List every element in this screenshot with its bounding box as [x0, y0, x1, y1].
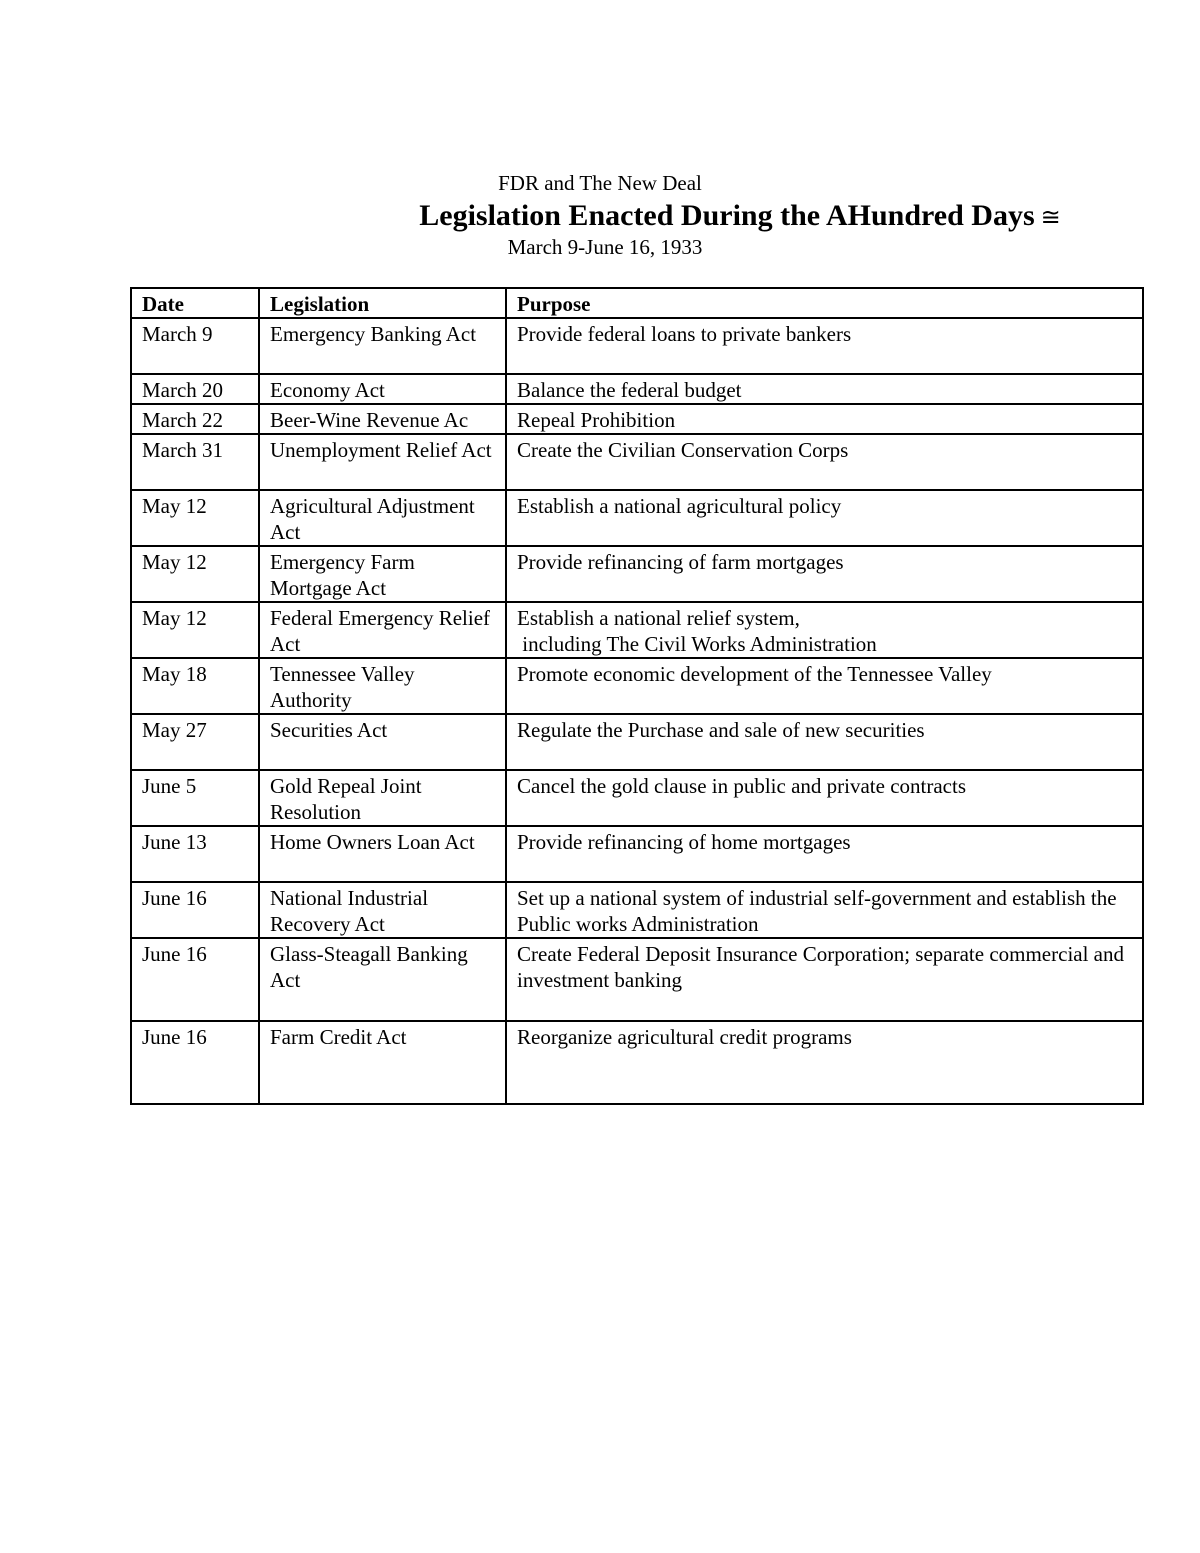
table-row [131, 404, 1143, 434]
cell-purpose-line-1: Establish a national relief system, [517, 606, 800, 630]
cell-purpose: Reorganize agricultural credit programs [506, 1021, 1143, 1104]
cell-date: March 22 [131, 404, 259, 434]
table-row [131, 882, 1143, 938]
cell-legislation: Agricultural Adjustment Act [259, 490, 506, 546]
cell-date: May 18 [131, 658, 259, 714]
cell-purpose: Create the Civilian Conservation Corps [506, 434, 1143, 490]
cell-purpose: Promote economic development of the Tennessee Valley [506, 658, 1143, 714]
cell-purpose: Cancel the gold clause in public and private contracts [506, 770, 1143, 826]
cell-legislation: Emergency Farm Mortgage Act [259, 546, 506, 602]
table-row [131, 374, 1143, 404]
cell-date: June 5 [131, 770, 259, 826]
document-date-range: March 9-June 16, 1933 [507, 235, 703, 259]
table-row [131, 938, 1143, 1021]
table-row [131, 434, 1143, 490]
cell-purpose [506, 602, 1143, 658]
column-header-date: Date [131, 288, 259, 318]
cell-purpose: Regulate the Purchase and sale of new securities [506, 714, 1143, 770]
cell-legislation: Home Owners Loan Act [259, 826, 506, 882]
table-row [131, 714, 1143, 770]
cell-date: May 27 [131, 714, 259, 770]
cell-purpose: Establish a national agricultural policy [506, 490, 1143, 546]
table-row [131, 546, 1143, 602]
cell-legislation: Beer-Wine Revenue Ac [259, 404, 506, 434]
table-row [131, 318, 1143, 374]
column-header-legislation: Legislation [259, 288, 506, 318]
cell-purpose: Set up a national system of industrial self-government and establish the Public works Administration [506, 882, 1143, 938]
cell-date: May 12 [131, 490, 259, 546]
cell-date: March 20 [131, 374, 259, 404]
cell-purpose: Provide federal loans to private bankers [506, 318, 1143, 374]
title-mark: ≅ [1040, 203, 1061, 231]
document-title [100, 198, 1200, 235]
legislation-table [130, 287, 1144, 1105]
cell-date: March 31 [131, 434, 259, 490]
cell-legislation: Emergency Banking Act [259, 318, 506, 374]
cell-legislation: Glass-Steagall Banking Act [259, 938, 506, 1021]
cell-purpose: Repeal Prohibition [506, 404, 1143, 434]
cell-legislation: Farm Credit Act [259, 1021, 506, 1104]
table-row [131, 826, 1143, 882]
cell-purpose: Balance the federal budget [506, 374, 1143, 404]
cell-date: March 9 [131, 318, 259, 374]
cell-purpose-line-2: including The Civil Works Administration [517, 632, 877, 656]
document-subtitle: FDR and The New Deal [498, 171, 702, 195]
table-row [131, 490, 1143, 546]
document-title-text: Legislation Enacted During the AHundred Days [419, 199, 1035, 232]
table-row [131, 658, 1143, 714]
cell-legislation: National Industrial Recovery Act [259, 882, 506, 938]
table-header-row [131, 288, 1143, 318]
cell-purpose: Provide refinancing of farm mortgages [506, 546, 1143, 602]
cell-date: June 16 [131, 938, 259, 1021]
table-row [131, 602, 1143, 658]
cell-date: June 13 [131, 826, 259, 882]
table-row [131, 1021, 1143, 1104]
cell-purpose: Create Federal Deposit Insurance Corporation; separate commercial and investment banking [506, 938, 1143, 1021]
table-row [131, 770, 1143, 826]
cell-legislation: Unemployment Relief Act [259, 434, 506, 490]
cell-date: June 16 [131, 882, 259, 938]
column-header-purpose: Purpose [506, 288, 1143, 318]
cell-purpose: Provide refinancing of home mortgages [506, 826, 1143, 882]
cell-date: May 12 [131, 546, 259, 602]
cell-legislation: Tennessee Valley Authority [259, 658, 506, 714]
cell-legislation: Economy Act [259, 374, 506, 404]
cell-legislation: Federal Emergency Relief Act [259, 602, 506, 658]
cell-date: May 12 [131, 602, 259, 658]
cell-date: June 16 [131, 1021, 259, 1104]
cell-legislation: Securities Act [259, 714, 506, 770]
cell-legislation: Gold Repeal Joint Resolution [259, 770, 506, 826]
